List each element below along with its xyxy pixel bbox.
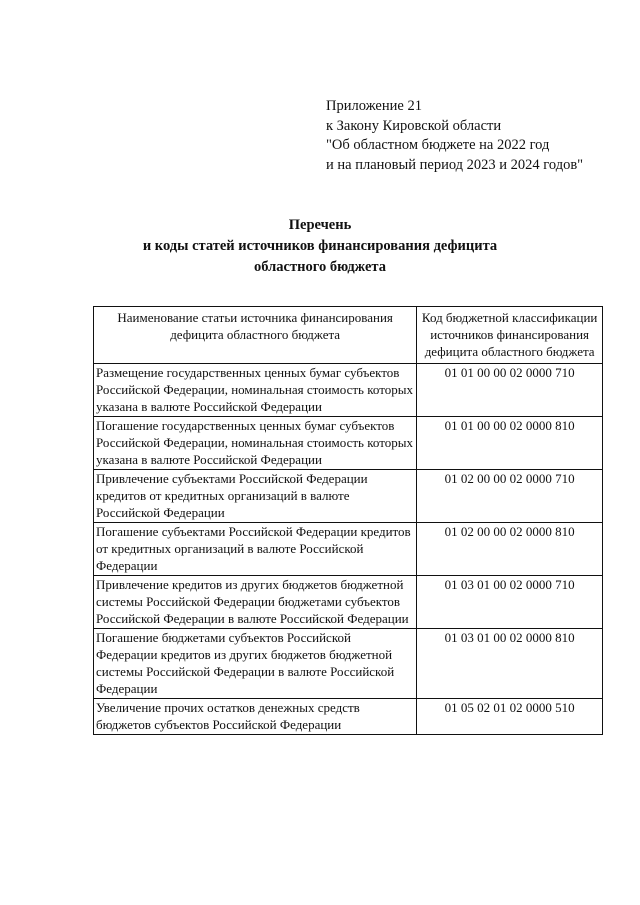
document-title — [0, 215, 640, 278]
row-code-cell: 01 02 00 00 02 0000 810 — [417, 523, 603, 576]
table-row — [94, 523, 603, 576]
row-name-cell: Привлечение кредитов из других бюджетов бюджетной системы Российской Федерации бюджетами субъектов Российской Федерации в валюте Российской Федерации — [94, 576, 417, 629]
column-header-name: Наименование статьи источника финансирования дефицита областного бюджета — [94, 307, 417, 364]
table-header-row — [94, 307, 603, 364]
table-row — [94, 576, 603, 629]
row-name-cell: Погашение государственных ценных бумаг субъектов Российской Федерации, номинальная стоимость которых указана в валюте Российской Федерации — [94, 417, 417, 470]
row-code-cell: 01 01 00 00 02 0000 710 — [417, 364, 603, 417]
table-row — [94, 699, 603, 735]
appendix-reference — [326, 97, 583, 175]
title-line-1: Перечень — [288, 217, 352, 233]
row-code-cell: 01 03 01 00 02 0000 710 — [417, 576, 603, 629]
table-row — [94, 629, 603, 699]
title-line-2: и коды статей источников финансирования дефицита — [142, 238, 498, 254]
row-name-cell: Погашение субъектами Российской Федерации кредитов от кредитных организаций в валюте Российской Федерации — [94, 523, 417, 576]
table-row — [94, 417, 603, 470]
column-header-code: Код бюджетной классификации источников финансирования дефицита областного бюджета — [417, 307, 603, 364]
appendix-law: к Закону Кировской области — [326, 117, 502, 134]
table-row — [94, 470, 603, 523]
row-name-cell: Увеличение прочих остатков денежных средств бюджетов субъектов Российской Федерации — [94, 699, 417, 735]
row-code-cell: 01 02 00 00 02 0000 710 — [417, 470, 603, 523]
row-code-cell: 01 05 02 01 02 0000 510 — [417, 699, 603, 735]
financing-sources-table — [93, 306, 603, 735]
appendix-law-period: и на плановый период 2023 и 2024 годов" — [326, 156, 584, 173]
row-name-cell: Привлечение субъектами Российской Федерации кредитов от кредитных организаций в валюте Российской Федерации — [94, 470, 417, 523]
row-name-cell: Погашение бюджетами субъектов Российской Федерации кредитов из других бюджетов бюджетной системы Российской Федерации в валюте Российской Федерации — [94, 629, 417, 699]
appendix-law-title: "Об областном бюджете на 2022 год — [326, 137, 550, 153]
table-row — [94, 364, 603, 417]
row-code-cell: 01 01 00 00 02 0000 810 — [417, 417, 603, 470]
row-name-cell: Размещение государственных ценных бумаг субъектов Российской Федерации, номинальная стоимость которых указана в валюте Российской Федерации — [94, 364, 417, 417]
row-code-cell: 01 03 01 00 02 0000 810 — [417, 629, 603, 699]
appendix-number: Приложение 21 — [326, 98, 422, 114]
title-line-3: областного бюджета — [254, 259, 386, 275]
